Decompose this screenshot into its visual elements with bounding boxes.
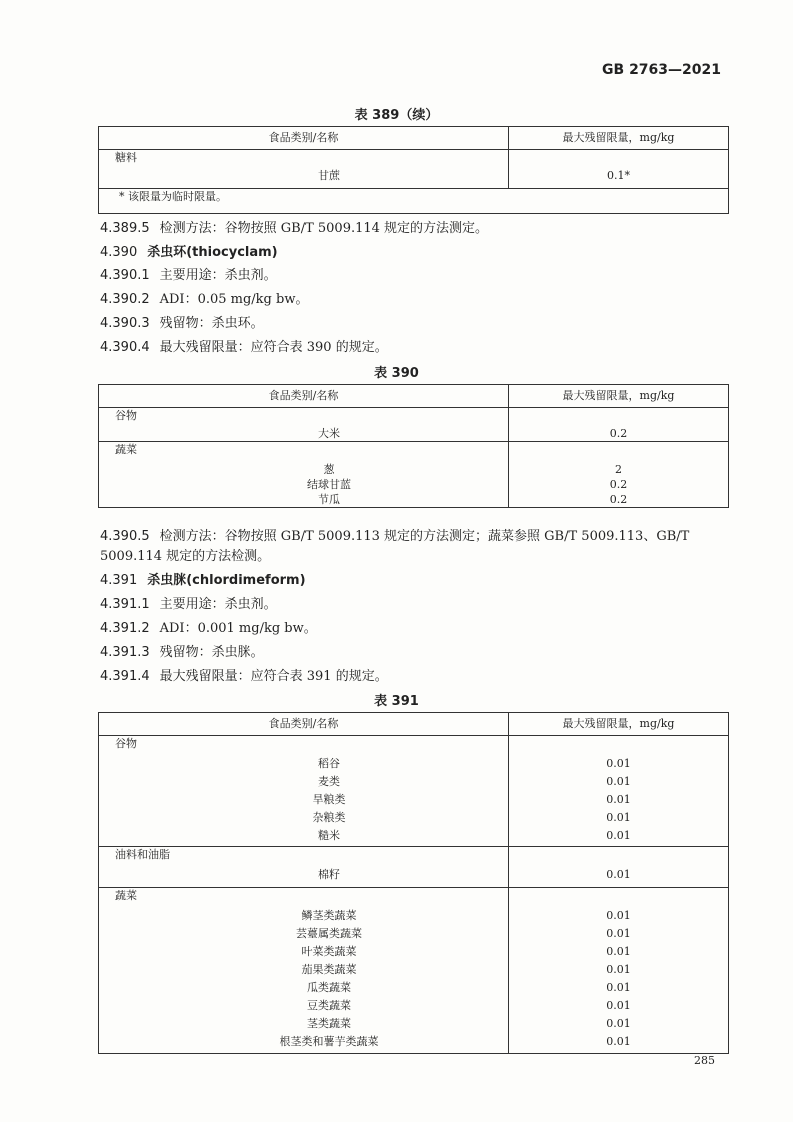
- clause-4-391-2: 4.391.2 ADI：0.001 mg/kg bw。: [100, 621, 317, 636]
- table-391-category: 油料和油脂: [115, 848, 170, 861]
- table-391-item: 瓜类蔬菜: [307, 981, 351, 994]
- table-391-item: 茄果类蔬菜: [301, 963, 357, 976]
- clause-4-390-5: 4.390.5 检测方法：谷物按照 GB/T 5009.113 规定的方法测定；蔬菜参照 GB/T 5009.113、GB/T 5009.114 规定的方法检测。: [100, 529, 690, 564]
- table-391-item: 稻谷: [318, 757, 340, 770]
- table-390-category: 谷物: [115, 409, 137, 422]
- table-390-title: 表 390: [374, 366, 419, 381]
- table-391-value: 0.01: [509, 828, 729, 847]
- table-389: [98, 126, 729, 214]
- table-391-item: 豆类蔬菜: [307, 999, 351, 1012]
- table-390-item: 葱: [323, 463, 335, 476]
- table-391-col-name: 食品类别/名称: [99, 713, 509, 736]
- table-390-item: 结球甘蓝: [307, 478, 351, 491]
- table-390-item: 节瓜: [318, 493, 340, 506]
- page-number: 285: [694, 1054, 715, 1067]
- table-391-item: 棉籽: [318, 868, 340, 881]
- table-391-title: 表 391: [374, 694, 419, 709]
- table-391-value: 0.01: [509, 867, 729, 888]
- table-389-footnote: * 该限量为临时限量。: [99, 189, 729, 214]
- table-390-item: 大米: [318, 427, 340, 440]
- clause-4-391-heading: 4.391 杀虫脒(chlordimeform): [100, 573, 306, 588]
- table-391-item: 杂粮类: [312, 811, 346, 824]
- table-389-col-name: 食品类别/名称: [99, 127, 509, 150]
- table-391-value: 0.01: [509, 980, 729, 998]
- table-390-col-name: 食品类别/名称: [99, 385, 509, 408]
- table-391-col-limit: 最大残留限量，mg/kg: [509, 713, 729, 736]
- table-391-item: 茎类蔬菜: [307, 1017, 351, 1030]
- table-391-category: 蔬菜: [115, 889, 137, 902]
- table-391-value: 0.01: [509, 1034, 729, 1054]
- clause-4-391-4: 4.391.4 最大残留限量：应符合表 391 的规定。: [100, 669, 388, 684]
- table-391-category: 谷物: [115, 737, 137, 750]
- table-390-value: 0.2: [509, 426, 729, 442]
- table-391-value: 0.01: [509, 908, 729, 926]
- table-391-value: 0.01: [509, 756, 729, 774]
- table-391: [98, 712, 729, 1054]
- table-391-value: 0.01: [509, 774, 729, 792]
- table-391-item: 糙米: [318, 829, 340, 842]
- standard-code: GB 2763—2021: [602, 62, 721, 78]
- clause-4-391-1: 4.391.1 主要用途：杀虫剂。: [100, 597, 277, 612]
- clause-4-390-4: 4.390.4 最大残留限量：应符合表 390 的规定。: [100, 340, 388, 355]
- table-391-item: 芸薹属类蔬菜: [296, 927, 362, 940]
- table-391-value: 0.01: [509, 962, 729, 980]
- table-391-item: 叶菜类蔬菜: [301, 945, 357, 958]
- table-391-value: 0.01: [509, 944, 729, 962]
- table-390-value: 0.2: [509, 492, 729, 508]
- table-389-col-limit: 最大残留限量，mg/kg: [509, 127, 729, 150]
- table-391-value: 0.01: [509, 810, 729, 828]
- table-391-item: 根茎类和薯芋类蔬菜: [279, 1035, 379, 1048]
- clause-4-390-heading: 4.390 杀虫环(thiocyclam): [100, 245, 278, 260]
- table-391-item: 鳞茎类蔬菜: [301, 909, 357, 922]
- table-389-title: 表 389（续）: [354, 108, 439, 123]
- clause-4-390-1: 4.390.1 主要用途：杀虫剂。: [100, 268, 277, 283]
- table-390: [98, 384, 729, 508]
- clause-4-390-3: 4.390.3 残留物：杀虫环。: [100, 316, 264, 331]
- table-389-value: 0.1*: [509, 168, 729, 189]
- table-391-value: 0.01: [509, 1016, 729, 1034]
- clause-4-391-3: 4.391.3 残留物：杀虫脒。: [100, 645, 264, 660]
- table-390-category: 蔬菜: [115, 443, 137, 456]
- table-391-item: 麦类: [318, 775, 340, 788]
- table-389-item: 甘蔗: [318, 169, 340, 182]
- table-390-value: 2: [509, 462, 729, 477]
- table-391-value: 0.01: [509, 998, 729, 1016]
- clause-4-390-2: 4.390.2 ADI：0.05 mg/kg bw。: [100, 292, 309, 307]
- table-390-value: 0.2: [509, 477, 729, 492]
- table-391-item: 旱粮类: [312, 793, 346, 806]
- table-389-category: 糖料: [115, 151, 137, 164]
- table-391-value: 0.01: [509, 792, 729, 810]
- table-390-col-limit: 最大残留限量，mg/kg: [509, 385, 729, 408]
- table-391-value: 0.01: [509, 926, 729, 944]
- clause-4-389-5: 4.389.5 检测方法：谷物按照 GB/T 5009.114 规定的方法测定。: [100, 221, 489, 236]
